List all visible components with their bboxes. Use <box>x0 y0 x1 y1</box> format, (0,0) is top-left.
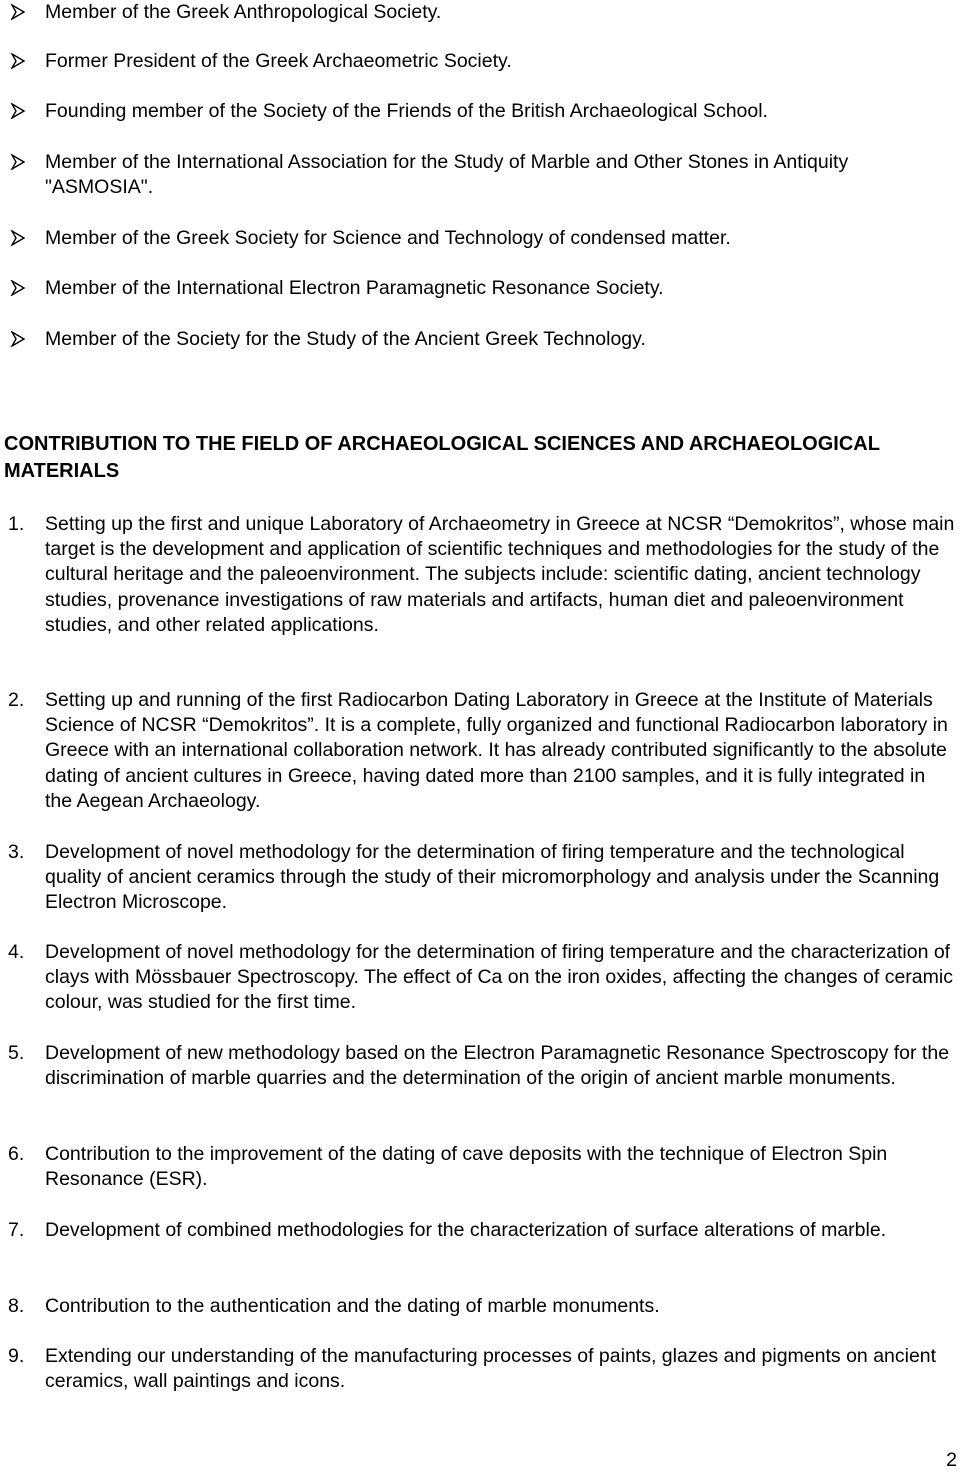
contribution-text: Development of combined methodologies for the characterization of surface alterations of marble. <box>45 1219 887 1241</box>
contribution-number: 9. <box>8 1345 25 1367</box>
contribution-number: 1. <box>8 513 25 535</box>
contribution-text: Setting up the first and unique Laboratory of Archaeometry in Greece at NCSR “Demokritos”, whose main target is the development and application of scientific techniques and methodologies for the study of the cultural heritage and the paleoenvironment. The subjects include: scientific dating, ancient technology studies, provenance investigations of raw materials and artifacts, human diet and paleoenvironment studies, and other related applications. <box>45 513 955 636</box>
section-heading: CONTRIBUTION TO THE FIELD OF ARCHAEOLOGICAL SCIENCES AND ARCHAEOLOGICAL MATERIALS <box>4 433 880 482</box>
arrowhead-bullet-icon <box>10 154 26 170</box>
contribution-number: 3. <box>8 841 25 863</box>
contribution-text: Development of novel methodology for the determination of firing temperature and the characterization of clays with Mössbauer Spectroscopy. The effect of Ca on the iron oxides, affecting the changes of ceramic colour, was studied for the first time. <box>45 941 953 1014</box>
arrowhead-bullet-icon <box>10 53 26 69</box>
contribution-number: 5. <box>8 1042 25 1064</box>
contribution-number: 8. <box>8 1295 25 1317</box>
contribution-number: 7. <box>8 1219 25 1241</box>
arrowhead-bullet-icon <box>10 103 26 119</box>
membership-text: Member of the Society for the Study of the Ancient Greek Technology. <box>45 328 646 350</box>
contribution-number: 4. <box>8 941 25 963</box>
contribution-text: Extending our understanding of the manufacturing processes of paints, glazes and pigments on ancient ceramics, wall paintings and icons. <box>45 1345 937 1393</box>
contribution-text: Development of novel methodology for the determination of firing temperature and the technological quality of ancient ceramics through the study of their micromorphology and analysis under the Scanning Electron Microscope. <box>45 841 940 914</box>
contribution-text: Contribution to the authentication and the dating of marble monuments. <box>45 1295 660 1317</box>
membership-text: Member of the Greek Society for Science and Technology of condensed matter. <box>45 227 731 249</box>
membership-text: Member of the Greek Anthropological Society. <box>45 1 442 23</box>
contribution-text: Development of new methodology based on the Electron Paramagnetic Resonance Spectroscopy for the discrimination of marble quarries and the determination of the origin of ancient marble monuments. <box>45 1042 950 1090</box>
membership-text: Former President of the Greek Archaeometric Society. <box>45 50 512 72</box>
contribution-text: Contribution to the improvement of the dating of cave deposits with the technique of Electron Spin Resonance (ESR). <box>45 1143 888 1191</box>
page-number: 2 <box>946 1449 957 1471</box>
membership-text: Member of the International Electron Paramagnetic Resonance Society. <box>45 277 664 299</box>
contribution-number: 6. <box>8 1143 25 1165</box>
arrowhead-bullet-icon <box>10 331 26 347</box>
membership-text: Founding member of the Society of the Friends of the British Archaeological School. <box>45 100 768 122</box>
membership-text: Member of the International Association for the Study of Marble and Other Stones in Antiquity "ASMOSIA". <box>45 151 849 199</box>
contribution-number: 2. <box>8 689 25 711</box>
arrowhead-bullet-icon <box>10 230 26 246</box>
arrowhead-bullet-icon <box>10 4 26 20</box>
arrowhead-bullet-icon <box>10 280 26 296</box>
contribution-text: Setting up and running of the first Radiocarbon Dating Laboratory in Greece at the Institute of Materials Science of NCSR “Demokritos”. It is a complete, fully organized and functional Radiocarbon laboratory in Greece with an international collaboration network. It has already contributed significantly to the absolute dating of ancient cultures in Greece, having dated more than 2100 samples, and it is fully integrated in the Aegean Archaeology. <box>45 689 948 812</box>
